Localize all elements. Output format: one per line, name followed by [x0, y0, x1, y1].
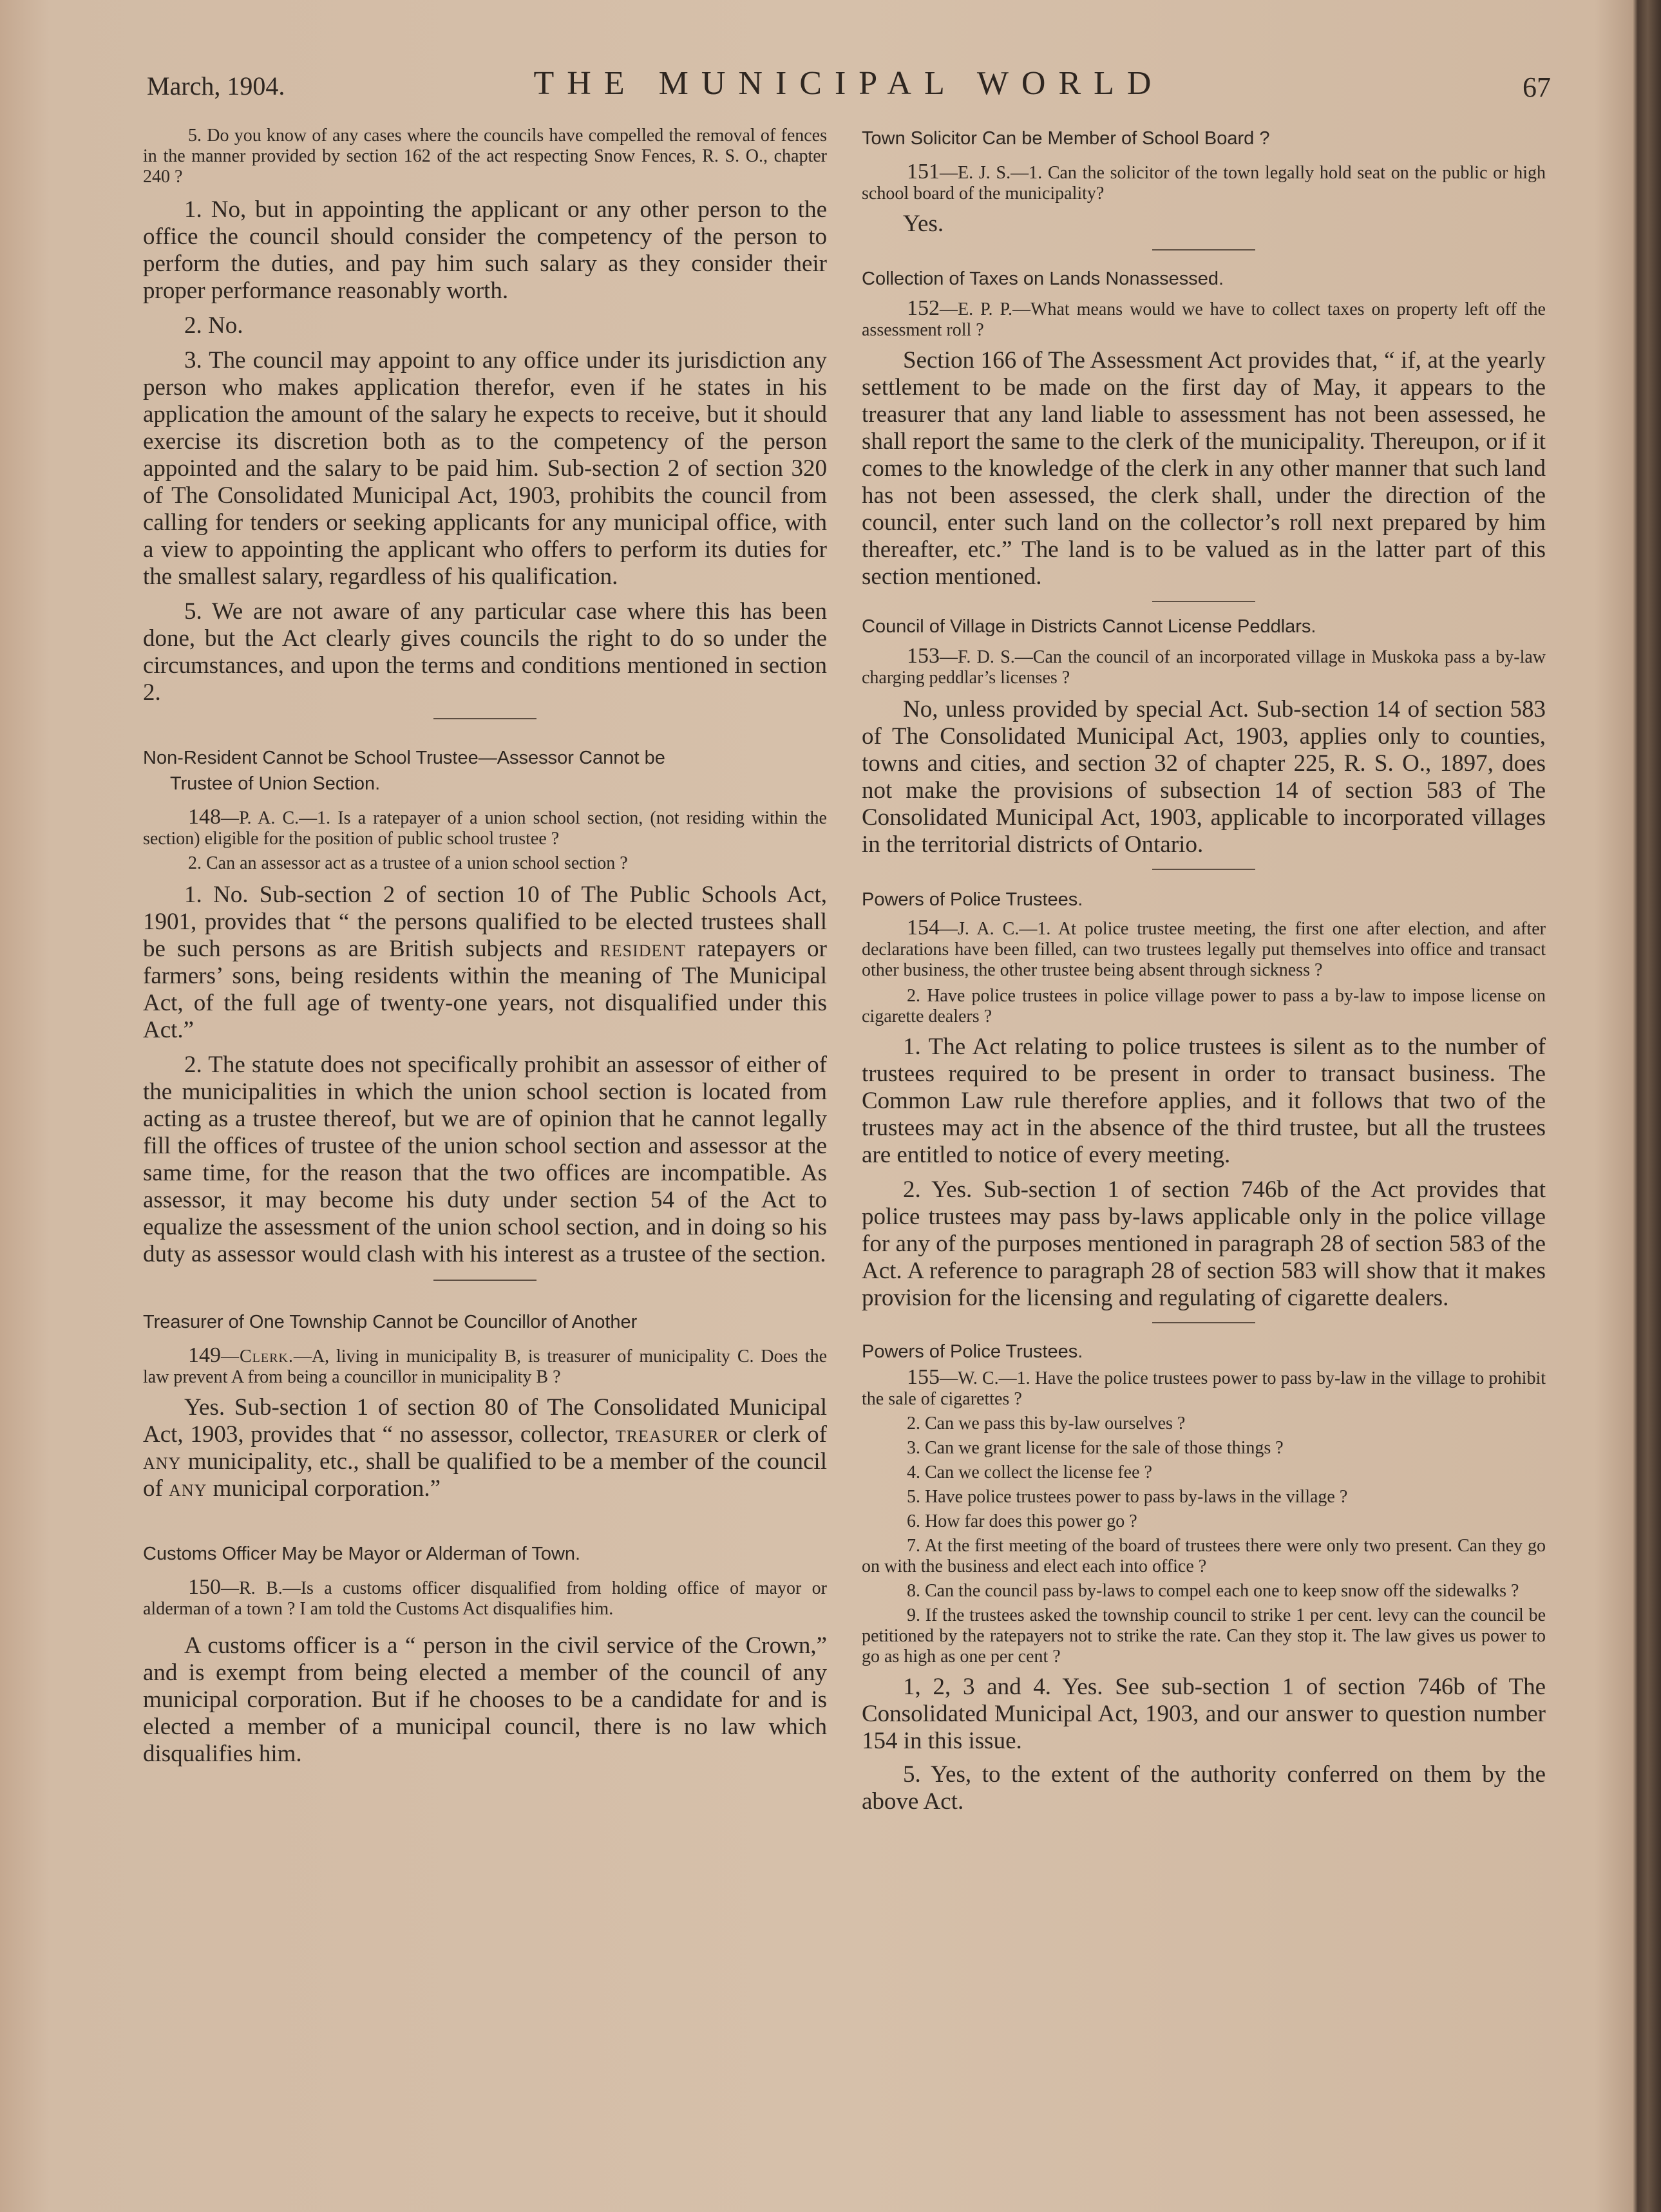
section-heading: Treasurer of One Township Cannot be Councillor of Another: [143, 1312, 638, 1332]
answer-text: 5. Yes, to the extent of the authority conferred on them by the above Act.: [862, 1761, 1546, 1815]
question-text: 3. Can we grant license for the sale of those things ?: [907, 1438, 1284, 1458]
question-text: 8. Can the council pass by-laws to compel each one to keep snow off the sidewalks ?: [907, 1581, 1519, 1601]
answer-text: 1. No, but in appointing the applicant or any other person to the office the council should consider the competency of the person to perform the duties, and pay him such salary as they consider their proper performance reasonably worth.: [143, 196, 827, 304]
question-number: 150: [188, 1575, 221, 1599]
section-divider: [1152, 869, 1255, 870]
question-text: 155—W. C.—1. Have the police trustees power to pass by-law in the village to prohibit the sale of cigarettes ?: [862, 1365, 1546, 1409]
question-text: 2. Can an assessor act as a trustee of a union school section ?: [188, 853, 628, 873]
answer-text: 2. No.: [184, 312, 243, 339]
section-heading: Customs Officer May be Mayor or Alderman of Town.: [143, 1544, 581, 1564]
answer-text: Section 166 of The Assessment Act provides that, “ if, at the yearly settlement to be made on the first day of May, it appears to the treasurer that any land liable to assessment has not been assessed, he shall report the same to the clerk of the municipality. Thereupon, or if it comes to the knowledge of the clerk in any other manner that such land has not been assessed, the clerk shall, under the direction of the council, enter such land on the collector’s roll next prepared by him thereafter, etc.” The land is to be valued as in the latter part of this section mentioned.: [862, 347, 1546, 590]
question-text: 153—F. D. S.—Can the council of an incorporated village in Muskoka pass a by-law charging peddlar’s licenses ?: [862, 644, 1546, 688]
section-heading: Powers of Police Trustees.: [862, 889, 1083, 910]
answer-text: 2. The statute does not specifically prohibit an assessor of either of the municipalities in which the union school section is located from acting as a trustee thereof, but we are of opinion that he cannot legally fill the offices of trustee of the union school section and assessor at the same time, for the reason that the two offices are incompatible. As assessor, it may become his duty under section 54 of the Act to equalize the assessment of the union school section, and in doing so his duty as assessor would clash with his interest as a trustee of the section.: [143, 1052, 827, 1267]
left-column: [143, 126, 827, 1768]
question-text: 154—J. A. C.—1. At police trustee meeting, the first one after election, and after declarations have been filled, can two trustees legally put themselves into office and transact other business, the other trustee being absent through sickness ?: [862, 916, 1546, 980]
section-heading: Collection of Taxes on Lands Nonassessed.: [862, 269, 1224, 289]
section-divider: [433, 1280, 536, 1281]
question-text: 151—E. J. S.—1. Can the solicitor of the town legally hold seat on the public or high school board of the municipality?: [862, 160, 1546, 203]
question-text: 152—E. P. P.—What means would we have to collect taxes on property left off the assessment roll ?: [862, 296, 1546, 340]
question-number: 155: [907, 1365, 940, 1389]
masthead-title: THE MUNICIPAL WORLD: [533, 65, 1164, 102]
question-text: 149—Clerk.—A, living in municipality B, is treasurer of municipality C. Does the law prevent A from being a councillor in municipality B ?: [143, 1343, 827, 1387]
section-divider: [433, 718, 536, 719]
question-text: 150—R. B.—Is a customs officer disqualified from holding office of mayor or alderman of a town ? I am told the Customs Act disqualifies him.: [143, 1575, 827, 1619]
section-heading: Town Solicitor Can be Member of School Board ?: [862, 128, 1270, 149]
answer-text: A customs officer is a “ person in the civil service of the Crown,” and is exempt from being elected a member of the council of any municipal corporation. But if he chooses to be a candidate for and is elected a member of a municipal council, there is no law which disqualifies him.: [143, 1632, 827, 1767]
question-text: 9. If the trustees asked the township council to strike 1 per cent. levy can the council be petitioned by the ratepayers not to strike the rate. Can they stop it. The law gives us power to go as high as one per cent ?: [862, 1605, 1546, 1667]
section-divider: [1152, 249, 1255, 251]
question-text: 6. How far does this power go ?: [907, 1511, 1137, 1531]
page-header: [147, 64, 1551, 109]
answer-text: Yes.: [903, 211, 944, 237]
section-heading: Trustee of Union Section.: [170, 773, 381, 794]
question-text: 148—P. A. C.—1. Is a ratepayer of a union school section, (not residing within the section) eligible for the position of public school trustee ?: [143, 805, 827, 849]
issue-date: March, 1904.: [147, 71, 285, 100]
question-number: 149: [188, 1343, 221, 1367]
question-text: 2. Have police trustees in police village power to pass a by-law to impose license on cigarette dealers ?: [862, 986, 1546, 1026]
question-text: 2. Can we pass this by-law ourselves ?: [907, 1413, 1186, 1433]
answer-text: 1, 2, 3 and 4. Yes. See sub-section 1 of section 746b of The Consolidated Municipal Act, 1903, and our answer to question number 154 in this issue.: [862, 1674, 1546, 1754]
page-number: 67: [1523, 71, 1551, 103]
section-divider: [1152, 1322, 1255, 1323]
answer-text: 2. Yes. Sub-section 1 of section 746b of the Act provides that police trustees may pass by-laws applicable only in the police village for any of the purposes mentioned in paragraph 28 of section 583 of the Act. A reference to paragraph 28 of section 583 will show that it makes provision for the licensing and regulating of cigarette dealers.: [862, 1177, 1546, 1311]
question-number: 151: [907, 160, 940, 184]
section-heading: Council of Village in Districts Cannot License Peddlars.: [862, 616, 1316, 637]
question-number: 153: [907, 644, 940, 668]
answer-text: 3. The council may appoint to any office under its jurisdiction any person who makes application therefor, even if he states in his application the amount of the salary he expects to receive, but it should exercise its discretion both as to the competency of the person appointed and the salary to be paid him. Sub-section 2 of section 320 of The Consolidated Municipal Act, 1903, prohibits the council from calling for tenders or seeking applicants for any municipal office, with a view to appointing the applicant who offers to perform its duties for the smallest salary, regardless of his qualification.: [143, 347, 827, 590]
right-column: [862, 126, 1546, 1815]
section-divider: [1152, 601, 1255, 602]
answer-text: 1. No. Sub-section 2 of section 10 of The Public Schools Act, 1901, provides that “ the persons qualified to be elected trustees shall be such persons as are British subjects and resident ratepayers or farmers’ sons, being residents within the meaning of The Municipal Act, of the full age of twenty-one years, not disqualified under this Act.”: [143, 882, 827, 1043]
question-number: 154: [907, 916, 940, 940]
question-number: 152: [907, 296, 940, 320]
section-heading: Powers of Police Trustees.: [862, 1341, 1083, 1362]
question-text: 7. At the first meeting of the board of trustees there were only two present. Can they go on with the business and elect each into office ?: [862, 1536, 1546, 1576]
answer-text: 5. We are not aware of any particular case where this has been done, but the Act clearly gives councils the right to do so under the circumstances, and upon the terms and conditions mentioned in section 2.: [143, 598, 827, 706]
question-number: 148: [188, 805, 221, 829]
answer-text: Yes. Sub-section 1 of section 80 of The Consolidated Municipal Act, 1903, provides that “ no assessor, collector, treasurer or clerk of any municipality, etc., shall be qualified to be a member of the council of any municipal corporation.”: [143, 1394, 827, 1502]
section-heading: Non-Resident Cannot be School Trustee—Assessor Cannot be: [143, 748, 665, 768]
question-text: 5. Do you know of any cases where the councils have compelled the removal of fences in the manner provided by section 162 of the act respecting Snow Fences, R. S. O., chapter 240 ?: [143, 126, 827, 187]
question-text: 5. Have police trustees power to pass by-laws in the village ?: [907, 1487, 1348, 1507]
answer-text: No, unless provided by special Act. Sub-section 14 of section 583 of The Consolidated Municipal Act, 1903, applies only to counties, towns and cities, and section 32 of chapter 225, R. S. O., 1897, does not make the provisions of subsection 14 of section 583 of The Consolidated Municipal Act, 1903, applicable to incorporated villages in the territorial districts of Ontario.: [862, 696, 1546, 858]
question-text: 4. Can we collect the license fee ?: [907, 1462, 1152, 1482]
answer-text: 1. The Act relating to police trustees is silent as to the number of trustees required to be present in order to transact business. The Common Law rule therefore applies, and it follows that two of the trustees may act in the absence of the third trustee, but all the trustees are entitled to notice of every meeting.: [862, 1034, 1546, 1168]
